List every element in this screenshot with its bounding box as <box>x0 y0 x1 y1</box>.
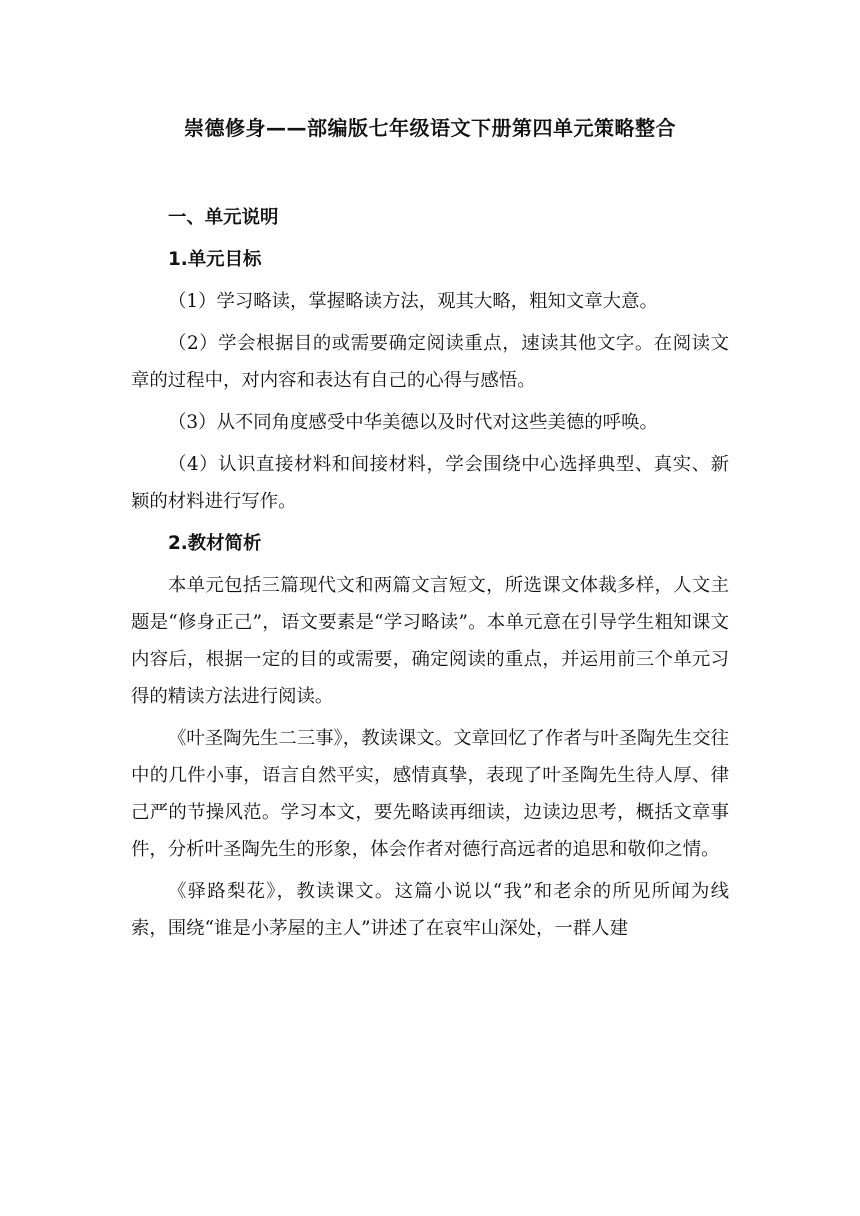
analysis-paragraph-3: 《驿路梨花》，教读课文。这篇小说以“我”和老余的所见所闻为线索，围绕“谁是小茅屋的主人”讲述了在哀牢山深处，一群人建 <box>131 881 729 939</box>
goal-item-4: （4）认识直接材料和间接材料，学会围绕中心选择典型、真实、新颖的材料进行写作。 <box>131 454 729 512</box>
goal-item-1: （1）学习略读，掌握略读方法，观其大略，粗知文章大意。 <box>168 291 658 312</box>
analysis-paragraph-2: 《叶圣陶先生二三事》，教读课文。文章回忆了作者与叶圣陶先生交往中的几件小事，语言自然平实，感情真挚，表现了叶圣陶先生待人厚、律己严的节操风范。学习本文，要先略读再细读，边读边思考，概括文章事件，分析叶圣陶先生的形象，体会作者对德行高远者的追思和敬仰之情。 <box>131 728 729 860</box>
document-title: 崇德修身——部编版七年级语文下册第四单元策略整合 <box>184 116 676 140</box>
subsection-heading-unit-goals: 1.单元目标 <box>168 249 262 270</box>
goal-item-3: （3）从不同角度感受中华美德以及时代对这些美德的呼唤。 <box>168 412 658 433</box>
document-body <box>131 199 729 952</box>
section-heading-unit-description: 一、单元说明 <box>168 207 279 228</box>
goal-item-2: （2）学会根据目的或需要确定阅读重点，速读其他文字。在阅读文章的过程中，对内容和表达有自己的心得与感悟。 <box>131 333 729 391</box>
subsection-heading-textbook-analysis: 2.教材简析 <box>168 533 262 554</box>
analysis-paragraph-1: 本单元包括三篇现代文和两篇文言短文，所选课文体裁多样，人文主题是“修身正己”，语文要素是“学习略读”。本单元意在引导学生粗知课文内容后，根据一定的目的或需要，确定阅读的重点，并运用前三个单元习得的精读方法进行阅读。 <box>131 575 729 707</box>
